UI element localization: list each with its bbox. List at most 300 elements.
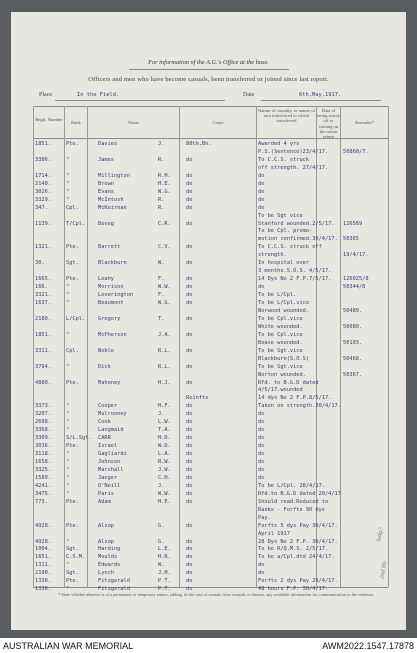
cell-corps: do xyxy=(186,562,193,569)
cell-initials: R.H. xyxy=(158,172,171,179)
table-border-left xyxy=(33,106,34,587)
cell-nature: do xyxy=(258,459,265,465)
cell-remarks: 50489. xyxy=(343,307,363,314)
cell-corps: do xyxy=(186,196,193,203)
cell-corps: do xyxy=(186,156,193,163)
cell-initials: L.E. xyxy=(158,546,171,553)
cell-name: Brown xyxy=(98,180,114,187)
column-header-rank: Rank xyxy=(71,120,81,125)
cell-rank: T/Cpl. xyxy=(66,220,86,227)
cell-corps: do xyxy=(186,482,193,489)
cell-nature: To be R/Q.M.S. 2/5/17. xyxy=(258,546,329,553)
cell-name: McKeirnan xyxy=(98,204,127,211)
cell-corps: do xyxy=(186,435,193,442)
cell-nature: do xyxy=(258,172,265,179)
cell-initials: C.V. xyxy=(158,244,171,251)
cell-nature: White wounded. xyxy=(258,323,303,330)
cell-remarks: 50080. xyxy=(343,323,363,330)
cell-name: Davies xyxy=(98,141,118,147)
cell-nature: To be L/Cpl. xyxy=(258,292,297,299)
cell-corps: do xyxy=(186,586,193,593)
cell-number: 1651. xyxy=(35,554,51,561)
cell-name: James xyxy=(98,156,114,163)
cell-rank: Pte. xyxy=(66,141,79,147)
column-divider xyxy=(87,106,88,587)
cell-remarks: 50468. xyxy=(343,355,363,362)
cell-rank: " xyxy=(66,284,70,291)
cell-corps: do xyxy=(186,284,193,291)
cell-initials: H.F. xyxy=(158,403,171,410)
cell-initials: R.L. xyxy=(158,363,171,370)
cell-initials: L.A. xyxy=(158,451,171,458)
cell-rank: Sgt. xyxy=(66,546,79,553)
cell-name: O'Neill xyxy=(98,482,121,489)
cell-name: Gagliardi xyxy=(98,451,127,458)
cell-nature: Forfts 5 dys Pay 30/4/17. xyxy=(258,522,338,529)
cell-nature: do xyxy=(258,411,265,418)
cell-nature: Rfd.to B.G.D dated 20/4/17 xyxy=(258,490,341,497)
cell-corps: do xyxy=(186,538,193,545)
cell-initials: H.R. xyxy=(158,554,171,561)
cell-nature: Awarded 4 yrs xyxy=(258,141,300,147)
cell-nature: do xyxy=(258,196,265,203)
cell-number: 3368. xyxy=(35,427,51,434)
cell-number: 2698. xyxy=(35,419,51,426)
cell-number: 1665. xyxy=(35,276,51,283)
cell-name: Israel xyxy=(98,443,118,450)
cell-corps: do xyxy=(186,188,193,195)
cell-corps: do xyxy=(186,419,193,426)
cell-rank: Pte. xyxy=(66,443,79,450)
cell-rank: " xyxy=(66,411,70,418)
cell-rank: " xyxy=(66,300,70,306)
date-value: 6th,May,1917. xyxy=(299,92,342,98)
cell-initials: R.L. xyxy=(158,347,171,354)
cell-nature: do xyxy=(258,427,265,434)
cell-initials: J.H. xyxy=(158,570,171,577)
column-header-corps: Corps xyxy=(212,120,224,125)
cell-initials: T.A. xyxy=(158,427,171,434)
cell-nature: off strength. 27/4/17. xyxy=(258,164,329,171)
cell-corps: do xyxy=(186,315,193,322)
document-page xyxy=(11,12,406,630)
cell-initials: H.E. xyxy=(158,498,171,505)
cell-name: Cooper xyxy=(98,403,118,410)
cell-name: McIntosh xyxy=(98,196,124,203)
cell-name: Blackburn xyxy=(98,260,127,267)
cell-nature: To be Sgt vice xyxy=(258,212,303,219)
cell-rank: Pte. xyxy=(66,578,79,585)
cell-name: Gregory xyxy=(98,315,121,322)
cell-corps: do xyxy=(186,379,193,386)
footer-id: AWM2022.1547.17878 xyxy=(322,641,414,651)
column-divider xyxy=(179,106,180,587)
cell-nature: 3 months.S.O.S. 4/5/17. xyxy=(258,268,332,275)
cell-name: Morrison xyxy=(98,284,124,291)
cell-nature: To C.C.S. struck xyxy=(258,156,310,163)
cell-name: Leverington xyxy=(98,292,134,299)
cell-remarks: 126569 xyxy=(343,220,363,227)
cell-remarks: 19/4/17. xyxy=(343,252,369,259)
handwritten-note: Sedg? xyxy=(376,527,385,543)
cell-name: McPherson xyxy=(98,331,127,338)
cell-nature: To be a/Cpl.dtd 24/4/17. xyxy=(258,554,335,561)
cell-corps: do xyxy=(186,403,193,410)
cell-number: 1311. xyxy=(35,562,51,569)
cell-initials: W.G. xyxy=(158,188,171,195)
cell-number: 166. xyxy=(35,284,48,291)
cell-number: 1851. xyxy=(35,141,51,147)
cell-initials: J.A. xyxy=(158,331,171,338)
cell-nature: do xyxy=(258,562,265,569)
cell-number: 3321. xyxy=(35,292,51,299)
cell-nature: Forfts 2 dys Pay 29/4/17. xyxy=(258,578,338,585)
cell-name: Langmaid xyxy=(98,427,124,434)
cell-remarks: 50365 xyxy=(343,236,359,243)
cell-initials: R. xyxy=(158,204,165,211)
cell-corps: 80th,Bn. xyxy=(186,141,212,147)
cell-number: 4928. xyxy=(35,522,51,529)
cell-corps: do xyxy=(186,331,193,338)
cell-nature: Pay. xyxy=(258,514,271,521)
cell-nature: Should read.Reduced to xyxy=(258,498,329,505)
cell-nature: Ranks - Forfts 90 dys xyxy=(258,506,325,513)
cell-name: Lynch xyxy=(98,570,114,577)
cell-nature: Taken on strength.30/4/17. xyxy=(258,403,341,410)
cell-corps: do xyxy=(186,204,193,211)
cell-initials: W. xyxy=(158,562,165,569)
cell-nature: do xyxy=(258,570,265,577)
cell-initials: W.G. xyxy=(158,300,171,306)
cell-name: Mahoney xyxy=(98,379,121,386)
cell-nature: motion confirmed.30/4/17. xyxy=(258,236,338,243)
cell-nature: 28 Dys No 2 F.P. 30/4/17. xyxy=(258,538,338,545)
column-header-date: Date of being struck off or coming on the ration return xyxy=(317,108,340,140)
cell-corps: do xyxy=(186,570,193,577)
cell-name: Fitzgerald xyxy=(98,578,130,585)
cell-nature: do xyxy=(258,443,265,450)
cell-number: 3026. xyxy=(35,188,51,195)
cell-number: 773. xyxy=(35,498,48,505)
cell-nature: Rfd. to B.G.D dated xyxy=(258,379,319,386)
cell-rank: Sgt. xyxy=(66,570,79,577)
column-header-nature: Nature of casualty, or nature of unit transferred to which transferred xyxy=(257,108,316,124)
cell-number: 2140. xyxy=(35,180,51,187)
cell-rank: Pte. xyxy=(66,379,79,386)
column-divider xyxy=(316,106,317,587)
cell-rank: " xyxy=(66,490,70,497)
cell-corps: do xyxy=(186,276,193,283)
cell-initials: R.W. xyxy=(158,459,171,465)
column-header-number: Regtl. Number xyxy=(35,117,63,122)
cell-rank: " xyxy=(66,427,70,434)
column-divider xyxy=(340,106,341,587)
header-note: For information of the A.G.'s Office at the base. xyxy=(148,59,269,66)
cell-nature: P.S.(Sentence)23/4/17. xyxy=(258,148,329,155)
cell-nature: do xyxy=(258,180,265,187)
cell-name: Beaumont xyxy=(98,300,124,306)
cell-rank: " xyxy=(66,466,70,473)
cell-corps: do xyxy=(186,347,193,354)
cell-number: 4928. xyxy=(35,538,51,545)
cell-number: 1139. xyxy=(35,220,51,227)
cell-number: 4880. xyxy=(35,379,51,386)
cell-initials: J. xyxy=(158,411,165,418)
cell-remarks: 50344/8 xyxy=(343,284,366,291)
cell-corps: do xyxy=(186,498,193,505)
cell-initials: C.R. xyxy=(158,220,171,227)
cell-rank: Cpl. xyxy=(66,204,79,211)
cell-initials: C.H. xyxy=(158,474,171,481)
cell-corps: do xyxy=(186,443,193,450)
cell-nature: 14 Dys No 2 F.P.7/5/17. xyxy=(258,276,332,283)
cell-nature: Norton wounded. xyxy=(258,371,306,378)
cell-name: Leahy xyxy=(98,276,114,283)
cell-nature: To C.C.S. struck off xyxy=(258,244,322,251)
cell-corps: do xyxy=(186,180,193,187)
cell-name: Adam xyxy=(98,498,111,505)
cell-initials: L.W. xyxy=(158,419,171,426)
cell-rank: " xyxy=(66,180,70,187)
cell-nature: do xyxy=(258,188,265,195)
cell-number: 1714. xyxy=(35,172,51,179)
cell-name: Edwards xyxy=(98,562,121,569)
cell-rank: " xyxy=(66,331,70,338)
cell-nature: do xyxy=(258,419,265,426)
cell-corps: do xyxy=(186,474,193,481)
cell-rank: " xyxy=(66,538,70,545)
cell-initials: R. xyxy=(158,156,165,163)
cell-number: 3373. xyxy=(35,403,51,410)
cell-rank: " xyxy=(66,196,70,203)
cell-nature: Boase wounded. xyxy=(258,339,303,346)
cell-nature: To be L/Cpl.vice xyxy=(258,300,310,306)
cell-corps: do xyxy=(186,363,193,370)
cell-nature: In hospital over xyxy=(258,260,310,267)
cell-nature: do xyxy=(258,435,265,442)
cell-nature: 14 dys No 2 F.P.8/5/17. xyxy=(258,395,332,402)
cell-rank: Pte. xyxy=(66,522,79,529)
cell-remarks: 50367. xyxy=(343,371,363,378)
cell-number: 4241. xyxy=(35,482,51,489)
cell-initials: T. xyxy=(158,315,165,322)
cell-number: 3794. xyxy=(35,363,51,370)
cell-initials: J. xyxy=(158,482,165,489)
cell-corps: do xyxy=(186,292,193,299)
column-divider xyxy=(256,106,257,587)
cell-number: 1637. xyxy=(35,300,51,306)
cell-initials: R. xyxy=(158,196,165,203)
cell-nature: Stanford wounded.2/5/17. xyxy=(258,220,335,227)
cell-corps: do xyxy=(186,300,193,306)
column-header-name: Name xyxy=(128,120,139,125)
cell-corps: do xyxy=(186,490,193,497)
cell-name: Alsop xyxy=(98,522,114,529)
header-rule xyxy=(129,69,289,70)
cell-name: Johnson xyxy=(98,459,121,465)
cell-initials: J. xyxy=(158,141,165,147)
cell-number: 1338. xyxy=(35,578,51,585)
cell-number: 2190. xyxy=(35,570,51,577)
cell-remarks: 126025/8 xyxy=(343,276,369,283)
cell-rank: " xyxy=(66,292,70,299)
cell-rank: Pte. xyxy=(66,276,79,283)
cell-corps: do xyxy=(186,466,193,473)
cell-initials: J.W. xyxy=(158,466,171,473)
cell-corps: do xyxy=(186,578,193,585)
cell-corps: do xyxy=(186,260,193,267)
cell-corps: Reinfts xyxy=(186,395,209,402)
cell-nature: April 1917 xyxy=(258,530,290,537)
cell-remarks: 50860/7. xyxy=(343,148,369,155)
cell-name: Harding xyxy=(98,546,121,553)
cell-number: 3311. xyxy=(35,347,51,354)
cell-nature: Norwood wounded. xyxy=(258,307,310,314)
cell-corps: do xyxy=(186,554,193,561)
cell-name: Dick xyxy=(98,363,111,370)
cell-number: 1338. xyxy=(35,586,51,593)
cell-nature: strength. xyxy=(258,252,287,259)
cell-rank: L/Cpl. xyxy=(66,315,86,322)
cell-nature: To be Cpl.vice xyxy=(258,315,303,322)
cell-initials: W. xyxy=(158,260,165,267)
cell-name: Paris xyxy=(98,490,114,497)
cell-corps: do xyxy=(186,546,193,553)
cell-rank: " xyxy=(66,172,70,179)
cell-nature: To be L/Cpl. 28/4/17. xyxy=(258,482,325,489)
cell-number: 3036. xyxy=(35,443,51,450)
cell-name: Alsop xyxy=(98,538,114,545)
column-divider xyxy=(64,106,65,587)
cell-corps: do xyxy=(186,427,193,434)
cell-initials: G. xyxy=(158,522,165,529)
cell-number: 1004. xyxy=(35,546,51,553)
cell-rank: Cpl. xyxy=(66,347,79,354)
cell-number: 1658. xyxy=(35,459,51,465)
cell-number: 3329. xyxy=(35,196,51,203)
cell-number: 3325. xyxy=(35,466,51,473)
cell-initials: H.D. xyxy=(158,435,171,442)
cell-number: 3207. xyxy=(35,411,51,418)
cell-nature: do xyxy=(258,474,265,481)
cell-rank: " xyxy=(66,188,70,195)
table-border-right xyxy=(388,106,389,587)
cell-name: Moulds xyxy=(98,554,118,561)
cell-nature: To be Cpl.vice xyxy=(258,331,303,338)
cell-rank: S/L.Sgt. xyxy=(66,435,92,442)
cell-corps: do xyxy=(186,220,193,227)
cell-remarks: 50103. xyxy=(343,339,363,346)
cell-corps: do xyxy=(186,451,193,458)
cell-initials: W.W. xyxy=(158,490,171,497)
cell-name: Marshall xyxy=(98,466,124,473)
cell-number: 3118. xyxy=(35,451,51,458)
cell-name: Noble xyxy=(98,347,114,354)
date-rule xyxy=(261,100,381,101)
cell-number: 3309. xyxy=(35,435,51,442)
cell-nature: 4/5/17.wounded xyxy=(258,387,303,394)
handwritten-note: 2nd Hn xyxy=(379,560,389,580)
cell-rank: Pte. xyxy=(66,498,79,505)
cell-rank: " xyxy=(66,156,70,163)
cell-initials: F. xyxy=(158,292,165,299)
cell-name: Jaeger xyxy=(98,474,118,481)
cell-number: 1321. xyxy=(35,244,51,251)
cell-nature: Blackburn(S.O.S) xyxy=(258,355,310,362)
cell-nature: do xyxy=(258,284,265,291)
cell-rank: " xyxy=(66,482,70,489)
footer-source: AUSTRALIAN WAR MEMORIAL xyxy=(3,641,134,651)
cell-nature: To be Sgt.vice xyxy=(258,363,303,370)
cell-name: Barrett xyxy=(98,244,121,251)
cell-corps: do xyxy=(186,411,193,418)
place-rule xyxy=(55,100,225,101)
cell-nature: To be Cpl. promo- xyxy=(258,228,313,235)
cell-rank: " xyxy=(66,459,70,465)
cell-number: 347. xyxy=(35,204,48,211)
cell-initials: P.T. xyxy=(158,578,171,585)
footnote: * State whether absence is of a permanent or temporary nature, adding, in the case of casuals from wounds or disease, any available information for communication to the relatives. xyxy=(57,592,375,597)
cell-corps: do xyxy=(186,172,193,179)
cell-name: Boveg xyxy=(98,220,114,227)
cell-nature: do xyxy=(258,466,265,473)
date-label: Date xyxy=(243,92,255,98)
cell-initials: H.E. xyxy=(158,180,171,187)
cell-initials: W.D. xyxy=(158,443,171,450)
cell-name: Evans xyxy=(98,188,114,195)
place-value: In the Field. xyxy=(77,92,120,98)
cell-initials: W.W. xyxy=(158,284,171,291)
cell-rank: " xyxy=(66,586,70,593)
cell-name: Millington xyxy=(98,172,130,179)
cell-number: 1851. xyxy=(35,331,51,338)
cell-name: Fitzgerald xyxy=(98,586,130,593)
cell-rank: Pte. xyxy=(66,244,79,251)
column-header-remarks: Remarks* xyxy=(355,120,374,125)
cell-number: 3386. xyxy=(35,156,51,163)
cell-rank: C.S.M. xyxy=(66,554,86,561)
cell-number: 30. xyxy=(35,260,45,267)
cell-nature: do xyxy=(258,451,265,458)
header-title: Officers and men who have become casuals, been transferred or joined since last report. xyxy=(88,76,329,83)
cell-initials: G. xyxy=(158,538,165,545)
cell-nature: do xyxy=(258,204,265,211)
cell-rank: Sgt. xyxy=(66,260,79,267)
cell-name: CARR xyxy=(98,435,111,442)
cell-number: 3475. xyxy=(35,490,51,497)
cell-rank: " xyxy=(66,474,70,481)
cell-initials: F. xyxy=(158,276,165,283)
cell-rank: " xyxy=(66,451,70,458)
cell-corps: do xyxy=(186,459,193,465)
cell-rank: " xyxy=(66,363,70,370)
cell-number: 1580. xyxy=(35,474,51,481)
cell-initials: P.T. xyxy=(158,586,171,593)
cell-corps: do xyxy=(186,244,193,251)
cell-nature: To be Sgt.vice xyxy=(258,347,303,354)
cell-corps: do xyxy=(186,522,193,529)
cell-rank: " xyxy=(66,403,70,410)
cell-name: Cook xyxy=(98,419,111,426)
cell-rank: " xyxy=(66,562,70,569)
cell-nature: 48 hours F.P. 30/4/17. xyxy=(258,586,329,593)
table-bottom-rule xyxy=(33,587,388,588)
cell-number: 2180. xyxy=(35,315,51,322)
cell-name: Mulrooney xyxy=(98,411,127,418)
cell-initials: H.J. xyxy=(158,379,171,386)
place-label: Place xyxy=(39,92,52,98)
cell-rank: " xyxy=(66,419,70,426)
